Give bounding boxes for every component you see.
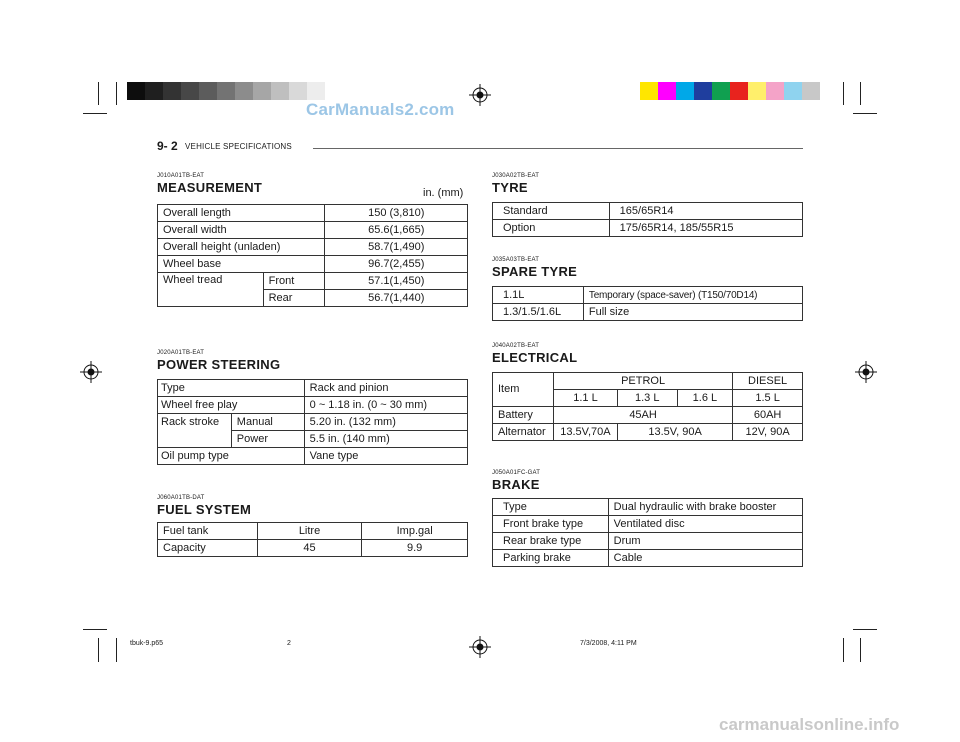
color-swatch	[784, 82, 802, 100]
gray-swatch	[163, 82, 181, 100]
color-swatch	[676, 82, 694, 100]
steering-heading	[157, 350, 280, 372]
color-swatch	[694, 82, 712, 100]
section-heading: VEHICLE SPECIFICATIONS	[185, 142, 292, 151]
color-swatch	[640, 82, 658, 100]
table-row: Front brake type Ventilated disc	[493, 516, 803, 533]
table-row: 1.1L Temporary (space-saver) (T150/70D14)	[493, 287, 803, 304]
table-row: Overall width 65.6(1,665)	[158, 222, 468, 239]
table-row: Oil pump type Vane type	[158, 448, 468, 465]
registration-mark-icon	[855, 361, 877, 383]
fuel-heading	[157, 495, 251, 517]
color-swatch	[802, 82, 820, 100]
table-row: Alternator 13.5V,70A 13.5V, 90A 12V, 90A	[493, 424, 803, 441]
table-row: Wheel free play 0 ~ 1.18 in. (0 ~ 30 mm)	[158, 397, 468, 414]
gray-swatch	[217, 82, 235, 100]
gray-swatch	[199, 82, 217, 100]
section-title: POWER STEERING	[157, 357, 281, 372]
table-row: 1.1 L 1.3 L 1.6 L 1.5 L	[493, 390, 803, 407]
color-calibration-bars	[640, 82, 820, 100]
color-swatch	[766, 82, 784, 100]
section-title: MEASUREMENT	[157, 180, 263, 195]
table-row: Overall length 150 (3,810)	[158, 205, 468, 222]
measurement-table	[157, 204, 468, 307]
brake-heading	[492, 470, 540, 492]
table-row: Type Rack and pinion	[158, 380, 468, 397]
page-number: 9- 2	[157, 139, 178, 153]
table-row: Wheel tread Front 57.1(1,450)	[158, 273, 468, 290]
color-swatch	[730, 82, 748, 100]
table-row: Capacity 45 9.9	[158, 540, 468, 557]
measurement-heading	[157, 173, 262, 195]
registration-mark-icon	[469, 636, 491, 658]
table-row: Power 5.5 in. (140 mm)	[158, 431, 468, 448]
table-row: 1.3/1.5/1.6L Full size	[493, 304, 803, 321]
table-row: Rack stroke Manual 5.20 in. (132 mm)	[158, 414, 468, 431]
table-row: Overall height (unladen) 58.7(1,490)	[158, 239, 468, 256]
table-row: Option 175/65R14, 185/55R15	[493, 220, 803, 237]
section-title: TYRE	[492, 180, 528, 195]
gray-swatch	[307, 82, 325, 100]
section-code: J030A02TB-EAT	[492, 173, 540, 179]
gray-swatch	[289, 82, 307, 100]
gray-swatch	[271, 82, 289, 100]
table-row: Fuel tank Litre Imp.gal	[158, 523, 468, 540]
gray-calibration-bars	[127, 82, 325, 100]
measurement-unit: in. (mm)	[423, 187, 464, 199]
gray-swatch	[145, 82, 163, 100]
site-watermark: carmanualsonline.info	[719, 715, 900, 734]
gray-swatch	[127, 82, 145, 100]
footer-page: 2	[287, 640, 291, 647]
section-title: ELECTRICAL	[492, 350, 578, 365]
color-swatch	[712, 82, 730, 100]
tyre-table	[492, 202, 803, 237]
table-row: Standard 165/65R14	[493, 203, 803, 220]
section-title: BRAKE	[492, 477, 540, 492]
section-code: J010A01TB-EAT	[157, 173, 205, 179]
registration-mark-icon	[469, 84, 491, 106]
registration-mark-icon	[80, 361, 102, 383]
table-row: Item PETROL DIESEL	[493, 373, 803, 390]
color-swatch	[748, 82, 766, 100]
gray-swatch	[235, 82, 253, 100]
electrical-table	[492, 372, 803, 441]
table-row: Type Dual hydraulic with brake booster	[493, 499, 803, 516]
electrical-heading	[492, 343, 577, 365]
steering-table	[157, 379, 468, 465]
spare-table	[492, 286, 803, 321]
section-code: J050A01FC-GAT	[492, 470, 541, 476]
watermark: CarManuals2.com	[306, 100, 455, 119]
section-code: J035A03TB-EAT	[492, 257, 540, 263]
table-row: Wheel base 96.7(2,455)	[158, 256, 468, 273]
section-title: FUEL SYSTEM	[157, 502, 252, 517]
gray-swatch	[181, 82, 199, 100]
tyre-heading	[492, 173, 539, 195]
section-code: J040A02TB-EAT	[492, 343, 540, 349]
gray-swatch	[253, 82, 271, 100]
footer-date: 7/3/2008, 4:11 PM	[580, 640, 637, 647]
header-rule	[313, 148, 803, 149]
table-row: Battery 45AH 60AH	[493, 407, 803, 424]
footer-filename: tbuk-9.p65	[130, 640, 164, 647]
spare-heading	[492, 257, 577, 279]
table-row: Rear brake type Drum	[493, 533, 803, 550]
table-row: Rear 56.7(1,440)	[158, 290, 468, 307]
brake-table	[492, 498, 803, 567]
section-code: J060A01TB-DAT	[157, 495, 205, 501]
section-title: SPARE TYRE	[492, 264, 578, 279]
section-code: J020A01TB-EAT	[157, 350, 205, 356]
fuel-table	[157, 522, 468, 557]
table-row: Parking brake Cable	[493, 550, 803, 567]
color-swatch	[658, 82, 676, 100]
